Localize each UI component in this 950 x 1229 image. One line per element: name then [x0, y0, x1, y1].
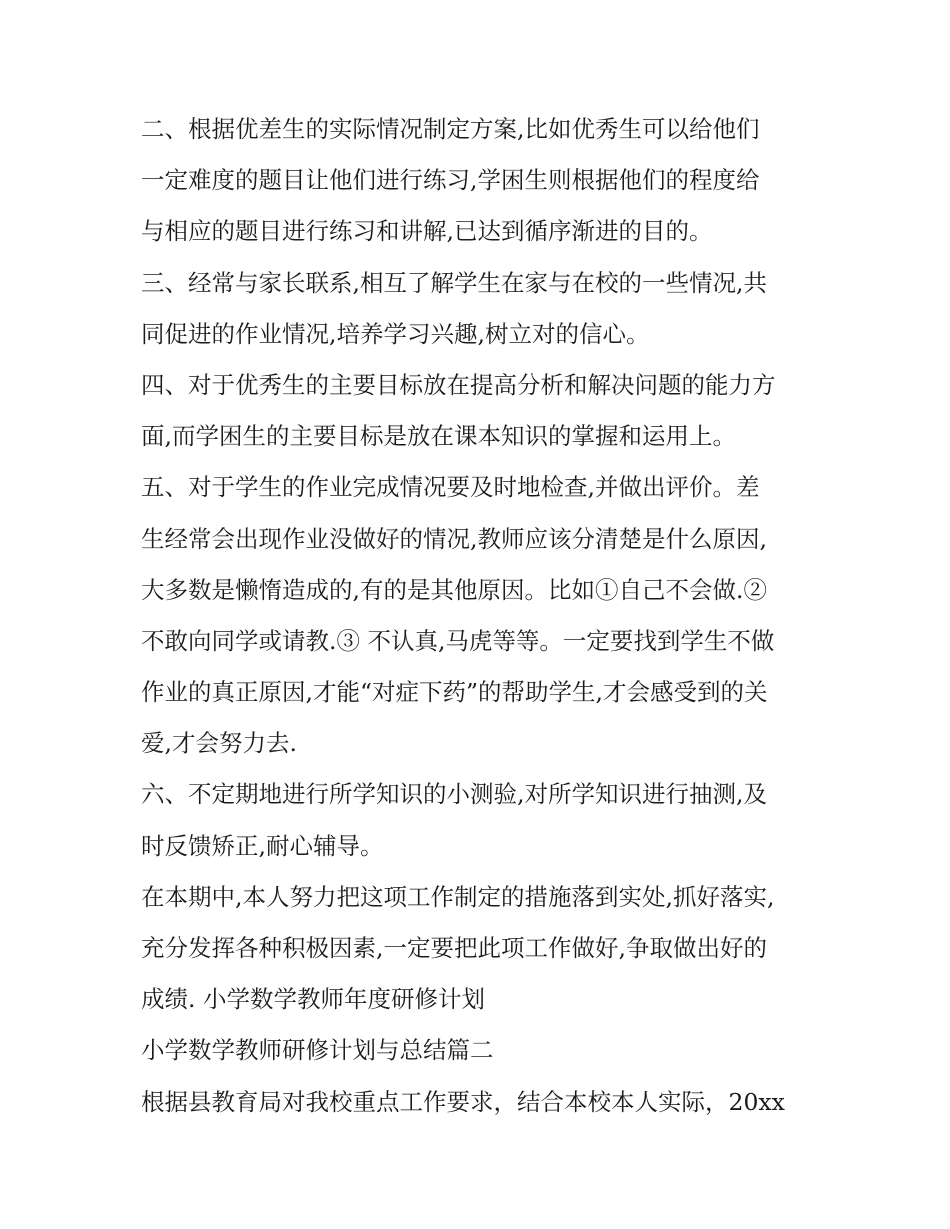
text-line: 小学数学教师研修计划与总结篇二	[141, 1036, 494, 1065]
text-line: 时反馈矫正,耐心辅导。	[141, 831, 384, 860]
text-line: 生经常会出现作业没做好的情况,教师应该分清楚是什么原因,	[141, 524, 767, 553]
text-line: 三、经常与家长联系,相互了解学生在家与在校的一些情况,共	[141, 268, 767, 297]
text-line: 充分发挥各种积极因素,一定要把此项工作做好,争取做出好的	[141, 934, 767, 962]
text-line: 成绩. 小学数学教师年度研修计划	[141, 985, 485, 1014]
text-line: 在本期中,本人努力把这项工作制定的措施落到实处,抓好落实,	[141, 882, 775, 911]
text-line: 爱,才会努力去.	[141, 729, 297, 758]
text-line: 作业的真正原因,才能“对症下药”的帮助学生,才会感受到的关	[141, 678, 768, 707]
text-line: 大多数是懒惰造成的,有的是其他原因。比如①自己不会做.②	[141, 575, 767, 604]
text-line: 二、根据优差生的实际情况制定方案,比如优秀生可以给他们	[141, 115, 760, 143]
text-line: 面,而学困生的主要目标是放在课本知识的掌握和运用上。	[141, 422, 736, 451]
text-line: 五、对于学生的作业完成情况要及时地检查,并做出评价。差	[141, 473, 760, 502]
text-line: 不敢向同学或请教.③ 不认真,马虎等等。一定要找到学生不做	[141, 626, 775, 655]
text-line: 一定难度的题目让他们进行练习,学困生则根据他们的程度给	[141, 166, 760, 195]
text-line: 根据县教育局对我校重点工作要求，结合本校本人实际，20xx	[141, 1087, 785, 1116]
text-line: 六、不定期地进行所学知识的小测验,对所学知识进行抽测,及	[141, 780, 767, 809]
document-body	[141, 104, 821, 1128]
text-line: 四、对于优秀生的主要目标放在提高分析和解决问题的能力方	[141, 370, 776, 399]
text-line: 同促进的作业情况,培养学习兴趣,树立对的信心。	[141, 319, 650, 348]
text-line: 与相应的题目进行练习和讲解,已达到循序渐进的目的。	[141, 217, 713, 246]
